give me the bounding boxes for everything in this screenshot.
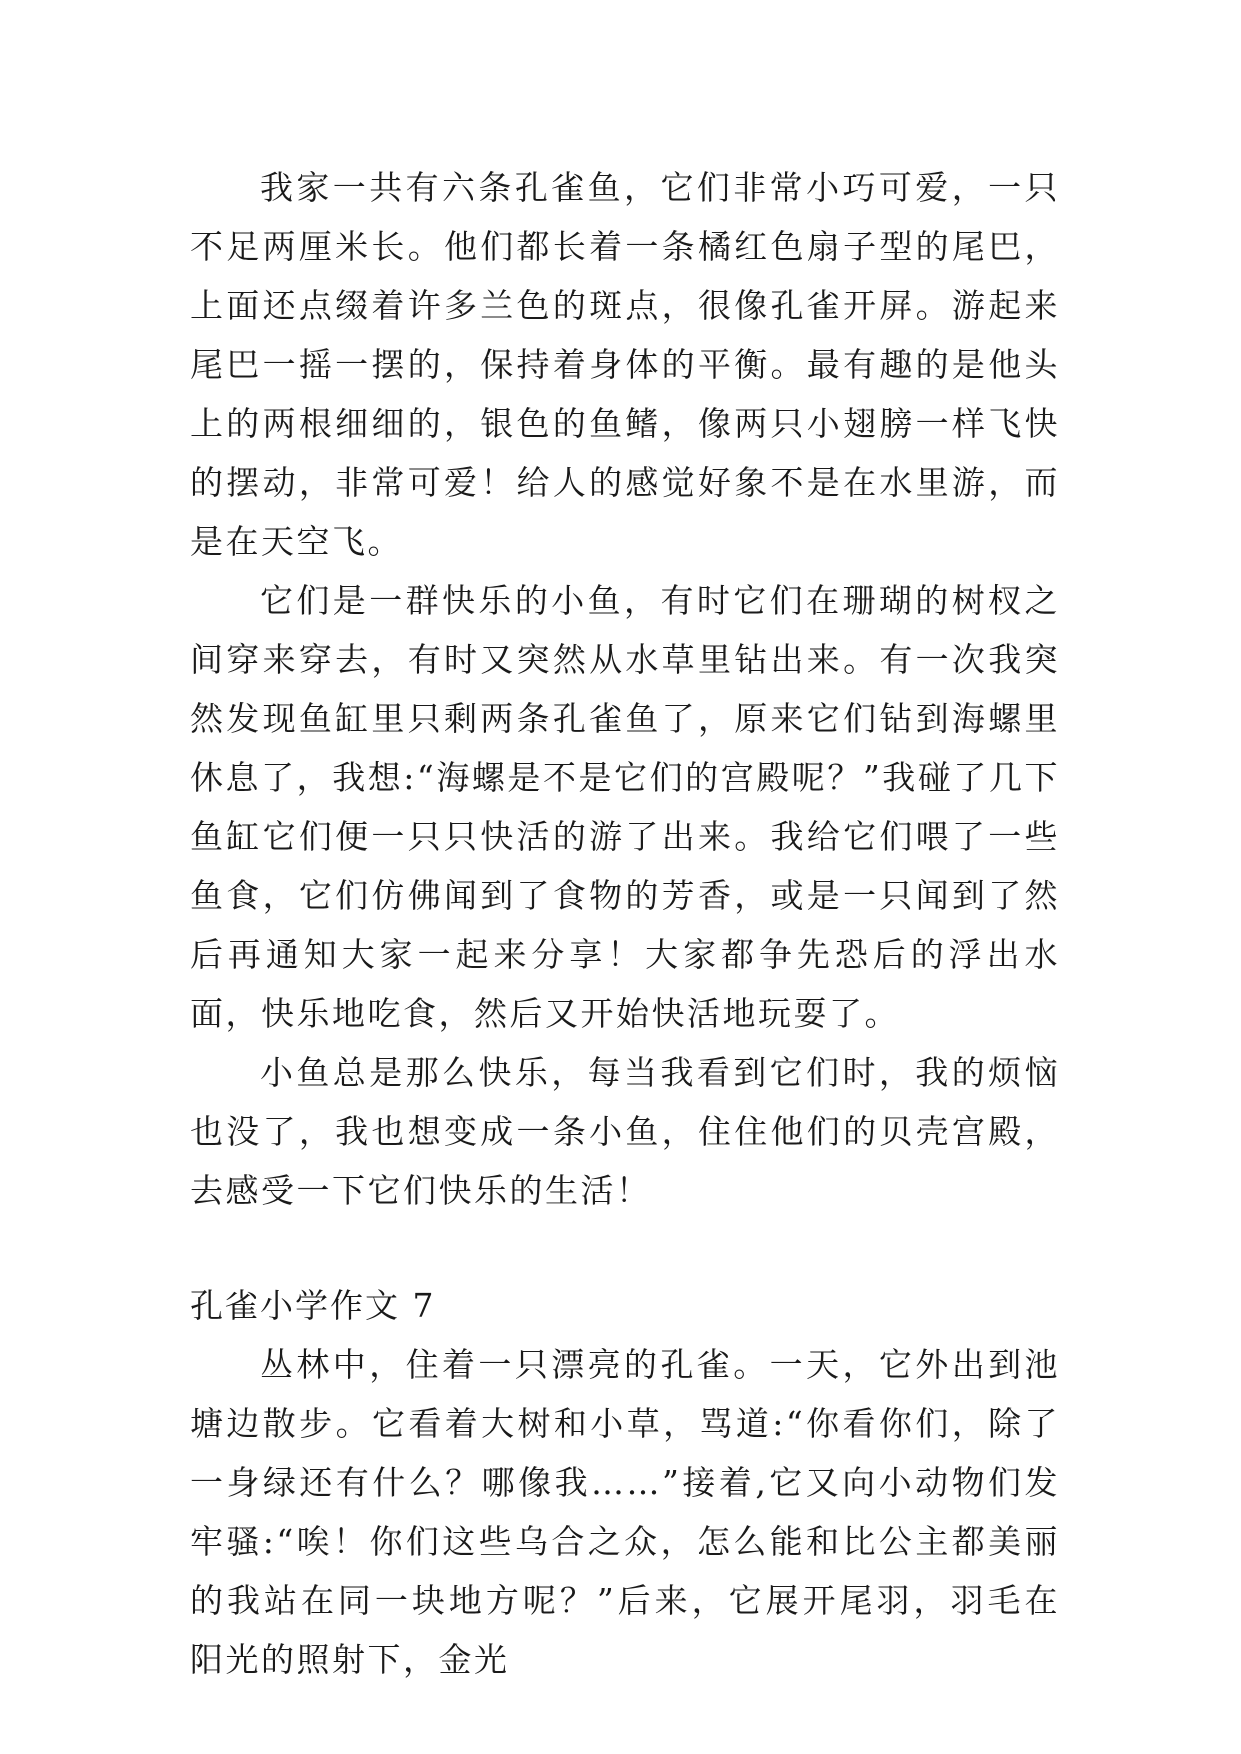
paragraph-fish-description: 我家一共有六条孔雀鱼，它们非常小巧可爱，一只不足两厘米长。他们都长着一条橘红色扇子型的尾巴，上面还点缀着许多兰色的斑点，很像孔雀开屏。游起来尾巴一摇一摆的，保持着身体的平衡。最有趣的是他头上的两根细细的，银色的鱼鳍，像两只小翅膀一样飞快的摆动，非常可爱！给人的感觉好象不是在水里游，而是在天空飞。 <box>190 168 1060 561</box>
paragraph-peacock-story: 丛林中，住着一只漂亮的孔雀。一天，它外出到池塘边散步。它看着大树和小草，骂道:“你看你们，除了一身绿还有什么？哪像我……”接着,它又向小动物们发牢骚:“唉！你们这些乌合之众，怎么能和比公主都美丽的我站在同一块地方呢？”后来，它展开尾羽，羽毛在阳光的照射下，金光 <box>190 1345 1060 1679</box>
paragraph-fish-happiness: 小鱼总是那么快乐，每当我看到它们时，我的烦恼也没了，我也想变成一条小鱼，住住他们的贝壳宫殿，去感受一下它们快乐的生活！ <box>190 1053 1060 1210</box>
section-heading: 孔雀小学作文 7 <box>190 1286 436 1325</box>
document-body <box>190 158 1060 1689</box>
paragraph-fish-playing: 它们是一群快乐的小鱼，有时它们在珊瑚的树杈之间穿来穿去，有时又突然从水草里钻出来。有一次我突然发现鱼缸里只剩两条孔雀鱼了，原来它们钻到海螺里休息了，我想:“海螺是不是它们的宫殿呢？”我碰了几下鱼缸它们便一只只快活的游了出来。我给它们喂了一些鱼食，它们仿佛闻到了食物的芳香，或是一只闻到了然后再通知大家一起来分享！大家都争先恐后的浮出水面，快乐地吃食，然后又开始快活地玩耍了。 <box>190 581 1060 1033</box>
